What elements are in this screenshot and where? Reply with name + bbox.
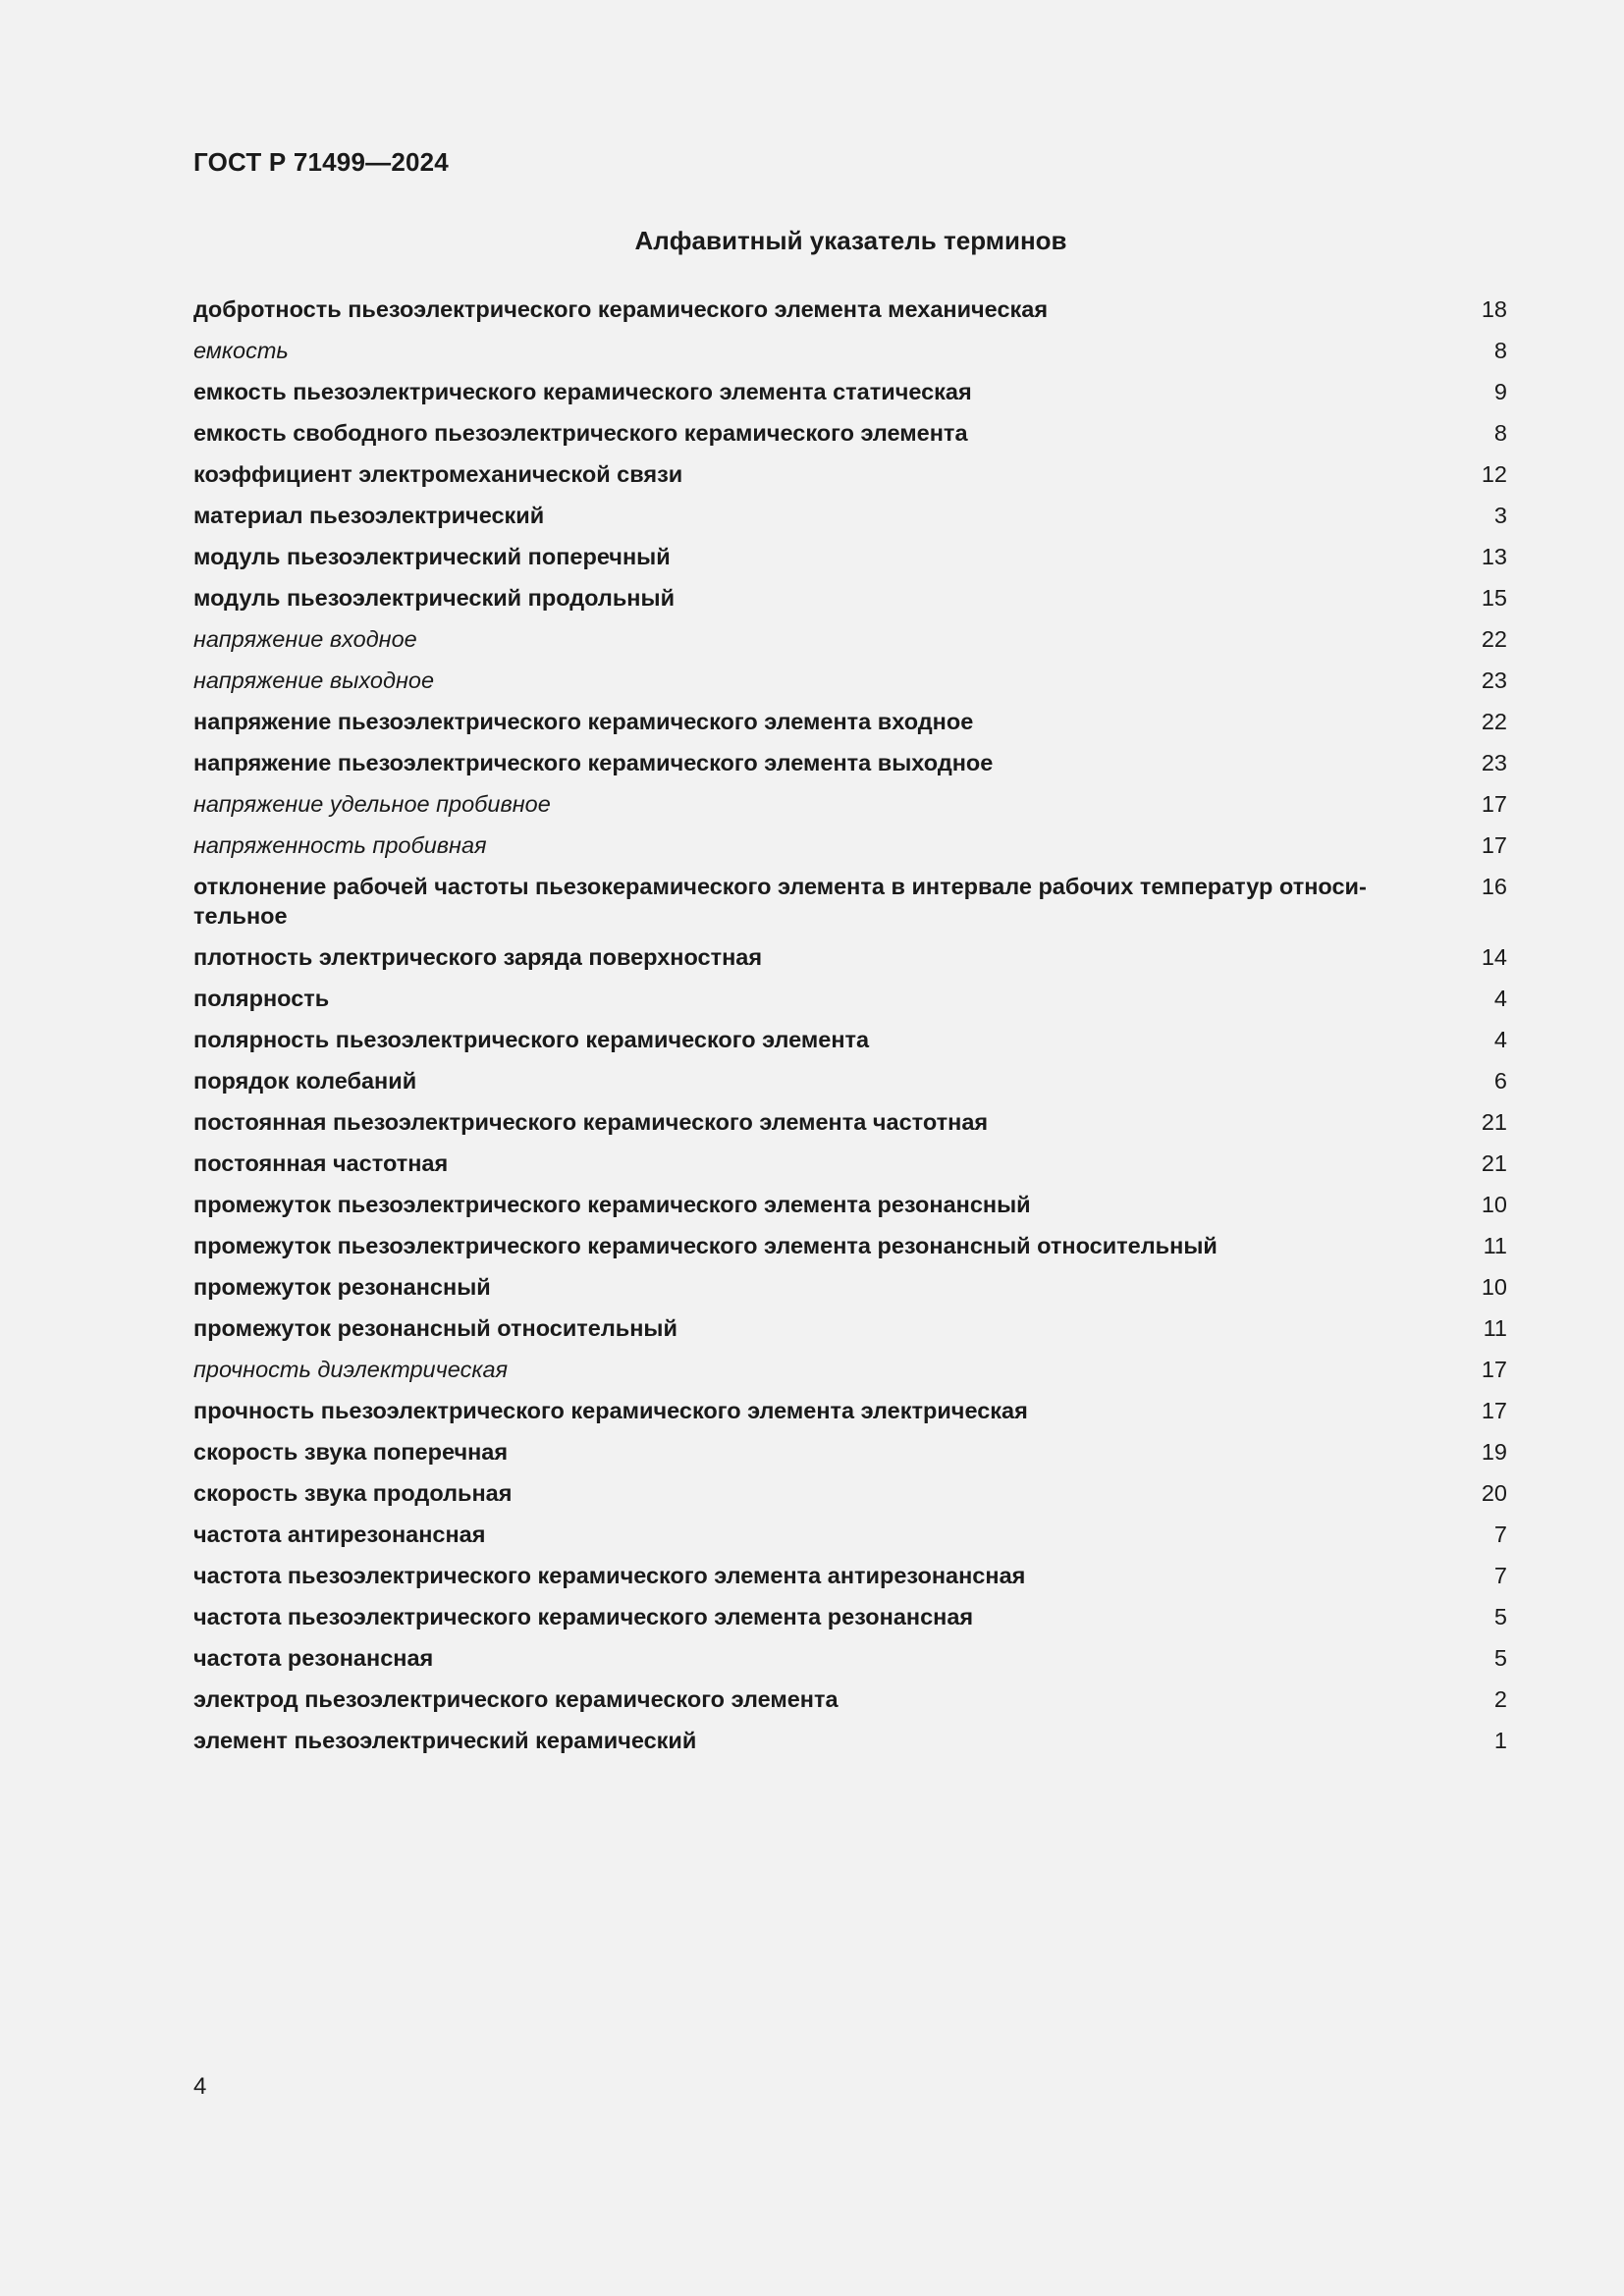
index-entry: [193, 1025, 1507, 1054]
index-entry: [193, 1478, 1507, 1508]
index-entry: [193, 1272, 1507, 1302]
index-term: добротность пьезоэлектрического керамического элемента механическая: [193, 296, 1049, 322]
index-entry: [193, 1602, 1507, 1631]
index-term: полярность: [193, 986, 330, 1011]
index-term-page: 3: [1493, 503, 1507, 528]
index-term-page: 9: [1493, 379, 1507, 404]
index-term: напряжение пьезоэлектрического керамического элемента входное: [193, 709, 974, 734]
index-term-page: 20: [1481, 1480, 1507, 1506]
index-term-page: 17: [1481, 1357, 1507, 1382]
index-entry: [193, 1190, 1507, 1219]
index-term: промежуток пьезоэлектрического керамического элемента резонансный относительный: [193, 1233, 1218, 1258]
term-index-list: [193, 294, 1507, 1767]
index-term: частота пьезоэлектрического керамического элемента резонансная: [193, 1604, 974, 1629]
index-entry: [193, 459, 1507, 489]
index-entry: [193, 872, 1507, 931]
index-entry: [193, 1520, 1507, 1549]
standard-designation: ГОСТ Р 71499—2024: [193, 147, 449, 177]
index-term: полярность пьезоэлектрического керамического элемента: [193, 1027, 870, 1052]
index-term: скорость звука поперечная: [193, 1439, 509, 1465]
index-term-page: 4: [1493, 1027, 1507, 1052]
index-term-page: 22: [1481, 709, 1507, 734]
index-term: промежуток резонансный относительный: [193, 1315, 677, 1341]
index-term-page: 2: [1493, 1686, 1507, 1712]
index-term-page: 8: [1493, 338, 1507, 363]
index-term-page: 1: [1493, 1728, 1507, 1753]
index-entry: [193, 830, 1507, 860]
index-term: емкость пьезоэлектрического керамического элемента статическая: [193, 379, 972, 404]
index-term: электрод пьезоэлектрического керамического элемента: [193, 1686, 839, 1712]
index-term: отклонение рабочей частоты пьезокерамического элемента в интервале рабочих температур относи-тельное: [193, 874, 1367, 929]
index-term: напряжение пьезоэлектрического керамического элемента выходное: [193, 750, 994, 775]
index-term: прочность пьезоэлектрического керамического элемента электрическая: [193, 1398, 1028, 1423]
index-term: скорость звука продольная: [193, 1480, 513, 1506]
index-term: модуль пьезоэлектрический продольный: [193, 585, 676, 611]
index-term-page: 8: [1493, 420, 1507, 446]
index-entry: [193, 1396, 1507, 1425]
index-term: частота резонансная: [193, 1645, 434, 1671]
index-term-page: 14: [1481, 944, 1507, 970]
index-entry: [193, 418, 1507, 448]
index-entry: [193, 1684, 1507, 1714]
index-entry: [193, 942, 1507, 972]
index-entry: [193, 542, 1507, 571]
index-term: коэффициент электромеханической связи: [193, 461, 683, 487]
index-term: прочность диэлектрическая: [193, 1357, 509, 1382]
index-term: материал пьезоэлектрический: [193, 503, 545, 528]
index-term: модуль пьезоэлектрический поперечный: [193, 544, 671, 569]
index-term: элемент пьезоэлектрический керамический: [193, 1728, 697, 1753]
index-entry: [193, 501, 1507, 530]
index-term-page: 19: [1481, 1439, 1507, 1465]
index-term: емкость: [193, 338, 289, 363]
index-entry: [193, 377, 1507, 406]
index-term-page: 17: [1481, 791, 1507, 817]
index-term-page: 21: [1481, 1109, 1507, 1135]
index-term: емкость свободного пьезоэлектрического керамического элемента: [193, 420, 968, 446]
index-term: промежуток пьезоэлектрического керамического элемента резонансный: [193, 1192, 1031, 1217]
index-entry: [193, 1313, 1507, 1343]
index-term: порядок колебаний: [193, 1068, 417, 1094]
index-term-page: 4: [1493, 986, 1507, 1011]
index-term-page: 21: [1481, 1150, 1507, 1176]
index-term-page: 13: [1481, 544, 1507, 569]
index-term: постоянная пьезоэлектрического керамического элемента частотная: [193, 1109, 989, 1135]
index-term: напряженность пробивная: [193, 832, 487, 858]
index-term-page: 5: [1493, 1645, 1507, 1671]
index-entry: [193, 1148, 1507, 1178]
index-entry: [193, 294, 1507, 324]
index-term-page: 7: [1493, 1563, 1507, 1588]
index-entry: [193, 1726, 1507, 1755]
index-entry: [193, 1437, 1507, 1467]
index-term-page: 23: [1481, 667, 1507, 693]
index-entry: [193, 984, 1507, 1013]
index-term-page: 17: [1481, 1398, 1507, 1423]
index-term-page: 16: [1481, 874, 1507, 899]
index-term-page: 11: [1483, 1233, 1507, 1258]
index-entry: [193, 1066, 1507, 1095]
index-term: промежуток резонансный: [193, 1274, 491, 1300]
index-entry: [193, 624, 1507, 654]
index-term-page: 7: [1493, 1522, 1507, 1547]
index-term: постоянная частотная: [193, 1150, 449, 1176]
index-entry: [193, 1107, 1507, 1137]
index-entry: [193, 748, 1507, 777]
index-entry: [193, 666, 1507, 695]
index-term-page: 12: [1481, 461, 1507, 487]
index-term-page: 23: [1481, 750, 1507, 775]
index-term: частота антирезонансная: [193, 1522, 486, 1547]
index-title: Алфавитный указатель терминов: [634, 226, 1067, 255]
index-entry: [193, 583, 1507, 613]
index-term-page: 18: [1481, 296, 1507, 322]
index-entry: [193, 1643, 1507, 1673]
index-term-page: 6: [1493, 1068, 1507, 1094]
index-entry: [193, 1355, 1507, 1384]
index-term-page: 22: [1481, 626, 1507, 652]
index-term: напряжение выходное: [193, 667, 435, 693]
index-entry: [193, 1561, 1507, 1590]
index-term: плотность электрического заряда поверхностная: [193, 944, 763, 970]
index-term-page: 11: [1483, 1315, 1507, 1341]
index-entry: [193, 336, 1507, 365]
index-entry: [193, 1231, 1507, 1260]
index-term-page: 5: [1493, 1604, 1507, 1629]
index-term: напряжение удельное пробивное: [193, 791, 551, 817]
index-term-page: 10: [1481, 1274, 1507, 1300]
index-entry: [193, 707, 1507, 736]
page-number: 4: [193, 2073, 207, 2100]
index-entry: [193, 789, 1507, 819]
index-term: напряжение входное: [193, 626, 417, 652]
index-term-page: 15: [1481, 585, 1507, 611]
index-term: частота пьезоэлектрического керамического элемента антирезонансная: [193, 1563, 1026, 1588]
index-term-page: 10: [1481, 1192, 1507, 1217]
index-term-page: 17: [1481, 832, 1507, 858]
